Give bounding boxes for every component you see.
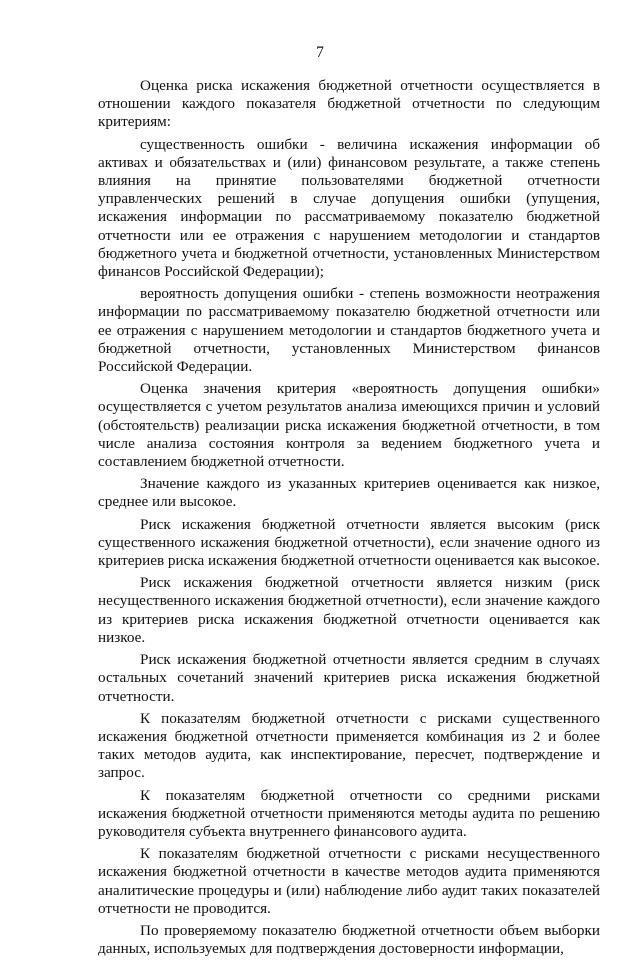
- paragraph-medium-risk: Риск искажения бюджетной отчетности является средним в случаях остальных сочетаний значений критериев риска искажения бюджетной отчетности.: [98, 651, 600, 705]
- paragraph-sample-volume: По проверяемому показателю бюджетной отчетности объем выборки данных, используемых для подтверждения достоверности информации,: [98, 921, 600, 958]
- paragraph-probability-criterion-assessment: Оценка значения критерия «вероятность допущения ошибки» осуществляется с учетом результатов анализа имеющихся причин и условий (обстоятельств) реализации риска искажения бюджетной отчетности, в том числе анализа состояния контроля за ведением бюджетного учета и составлением бюджетной отчетности.: [98, 380, 600, 471]
- document-body: [98, 77, 600, 962]
- paragraph-insignificant-risk-methods: К показателям бюджетной отчетности с рисками несущественного искажения бюджетной отчетности в качестве методов аудита применяются аналитические процедуры и (или) наблюдение либо аудит таких показателей отчетности не проводится.: [98, 845, 600, 917]
- paragraph-risk-assessment-intro: Оценка риска искажения бюджетной отчетности осуществляется в отношении каждого показателя бюджетной отчетности по следующим критериям:: [98, 77, 600, 131]
- paragraph-low-risk: Риск искажения бюджетной отчетности является низким (риск несущественного искажения бюджетной отчетности), если значение каждого из критериев риска искажения бюджетной отчетности оценивается как низкое.: [98, 574, 600, 646]
- paragraph-error-materiality: существенность ошибки - величина искажения информации об активах и обязательствах и (или) финансовом результате, а также степень влияния на принятие пользователями бюджетной отчетности управленческих решений в случае допущения ошибки (упущения, искажения информации по рассматриваемому показателю бюджетной отчетности или ее отражения с нарушением методологии и стандартов бюджетного учета и бюджетной отчетности, установленных Министерством финансов Российской Федерации);: [98, 135, 600, 281]
- paragraph-high-risk: Риск искажения бюджетной отчетности является высоким (риск существенного искажения бюджетной отчетности), если значение одного из критериев риска искажения бюджетной отчетности оценивается как высокое.: [98, 515, 600, 570]
- paragraph-criteria-levels: Значение каждого из указанных критериев оценивается как низкое, среднее или высокое.: [98, 475, 600, 511]
- paragraph-medium-risk-methods: К показателям бюджетной отчетности со средними рисками искажения бюджетной отчетности применяются методы аудита по решению руководителя субъекта внутреннего финансового аудита.: [98, 786, 600, 840]
- paragraph-error-probability: вероятность допущения ошибки - степень возможности неотражения информации по рассматриваемому показателю бюджетной отчетности или ее отражения с нарушением методологии и стандартов бюджетного учета и бюджетной отчетности, установленных Министерством финансов Российской Федерации.: [98, 285, 600, 376]
- page-number: 7: [316, 44, 324, 61]
- paragraph-significant-risk-methods: К показателям бюджетной отчетности с рисками существенного искажения бюджетной отчетности применяется комбинация из 2 и более таких методов аудита, как инспектирование, пересчет, подтверждение и запрос.: [98, 709, 600, 782]
